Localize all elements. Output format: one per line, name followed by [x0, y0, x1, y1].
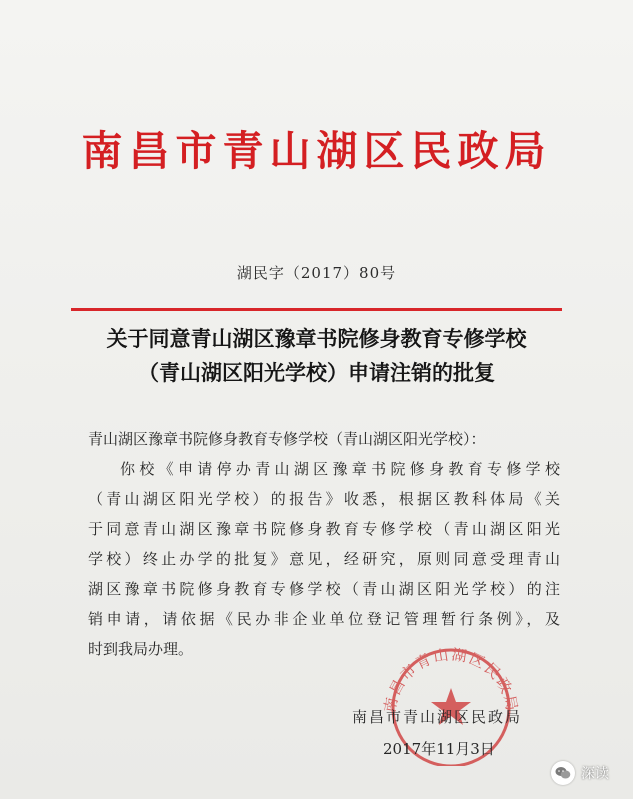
salutation: 青山湖区豫章书院修身教育专修学校（青山湖区阳光学校）：	[88, 430, 486, 448]
red-divider-rule	[71, 308, 562, 311]
signature-date: 2017年11月3日	[383, 740, 495, 758]
body-line-1: 你校《申请停办青山湖区豫章书院修身教育专修学校	[120, 460, 560, 478]
subject-line-1: 关于同意青山湖区豫章书院修身教育专修学校	[106, 327, 527, 351]
signer-name: 南昌市青山湖区民政局	[352, 708, 523, 726]
agency-header-title: 南昌市青山湖区民政局	[81, 127, 552, 175]
wechat-icon	[551, 761, 575, 785]
document-number: 湖民字（2017）80号	[236, 264, 397, 282]
body-line-2: （青山湖区阳光学校）的报告》收悉，根据区教科体局《关	[88, 490, 560, 508]
document-body	[88, 424, 560, 664]
watermark-badge	[551, 759, 627, 787]
seal-ring-text: 南昌市青山湖区民政局	[380, 645, 522, 714]
document-subject	[0, 322, 633, 390]
body-line-5: 湖区豫章书院修身教育专修学校（青山湖区阳光学校）的注	[88, 580, 560, 598]
body-line-6: 销申请，请依据《民办非企业单位登记管理暂行条例》，及	[88, 610, 560, 628]
body-line-7: 时到我局办理。	[88, 640, 194, 658]
subject-line-2: （青山湖区阳光学校）申请注销的批复	[138, 361, 495, 385]
body-line-3: 于同意青山湖区豫章书院修身教育专修学校（青山湖区阳光	[88, 520, 560, 538]
watermark-label: 深读	[581, 766, 609, 782]
body-line-4: 学校）终止办学的批复》意见，经研究，原则同意受理青山	[88, 550, 560, 568]
